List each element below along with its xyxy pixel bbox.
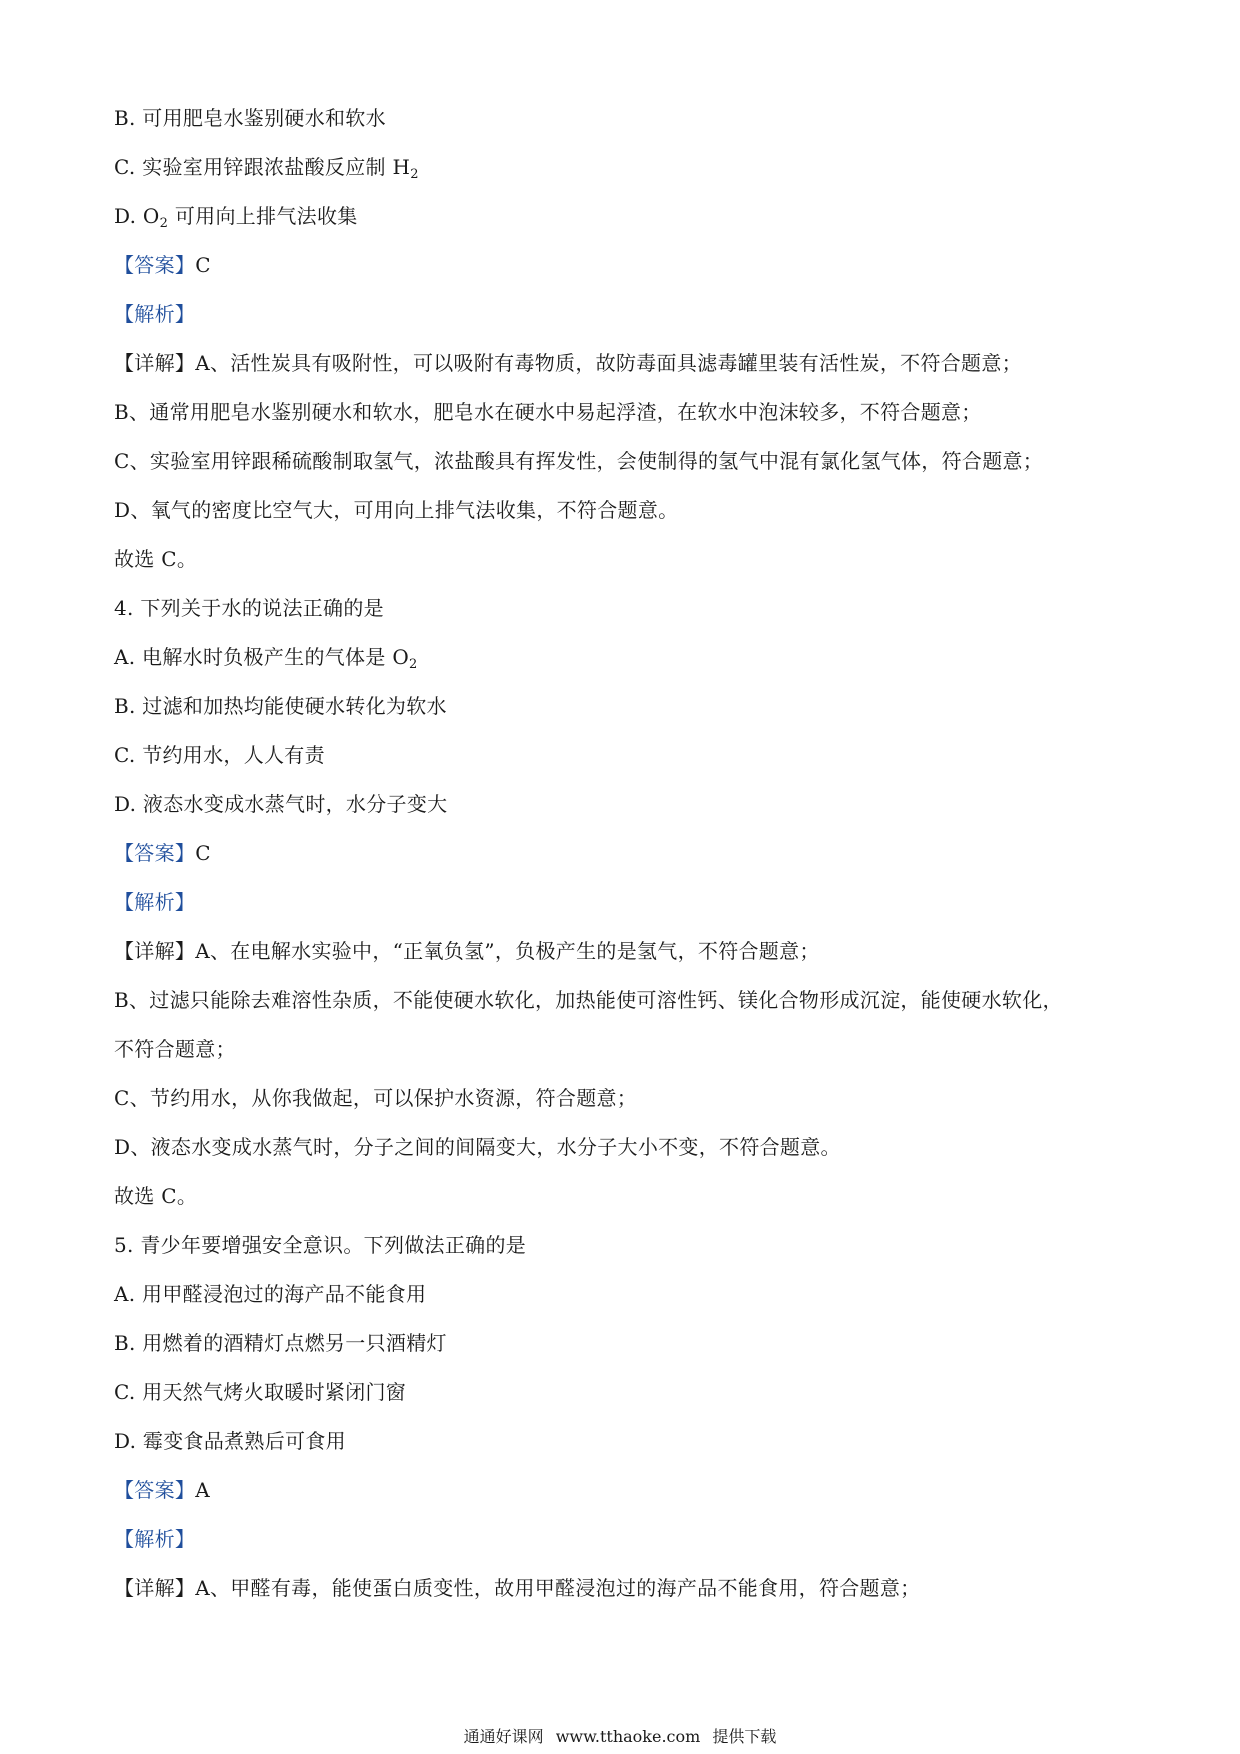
q4-option-a-subscript: 2 — [409, 657, 418, 672]
q4-detail-c: C、节约用水，从你我做起，可以保护水资源，符合题意； — [114, 1086, 638, 1110]
q4-conclusion: 故选 C。 — [114, 1184, 198, 1208]
q4-option-a-text: A. 电解水时负极产生的气体是 O — [114, 645, 410, 669]
q3-detail-a — [114, 349, 1022, 377]
q5-answer — [114, 1476, 210, 1504]
q4-answer — [114, 839, 211, 867]
q3-option-d-suffix: 可用向上排气法收集 — [168, 204, 358, 228]
q3-detail-d: D、氧气的密度比空气大，可用向上排气法收集，不符合题意。 — [114, 498, 679, 522]
q3-detail-b: B、通常用肥皂水鉴别硬水和软水，肥皂水在硬水中易起浮渣，在软水中泡沫较多，不符合题意； — [114, 400, 982, 424]
q3-answer — [114, 251, 211, 279]
q3-option-c-subscript: 2 — [410, 167, 419, 182]
q4-option-d: D. 液态水变成水蒸气时，水分子变大 — [114, 792, 448, 816]
q3-option-d — [114, 202, 358, 238]
q4-detail-b-line1: B、过滤只能除去难溶性杂质，不能使硬水软化，加热能使可溶性钙、镁化合物形成沉淀，能使硬水软化， — [114, 988, 1063, 1012]
q5-answer-tag: 【答案】 — [114, 1478, 196, 1502]
q5-detail-a-text: A、甲醛有毒，能使蛋白质变性，故用甲醛浸泡过的海产品不能食用，符合题意； — [195, 1576, 921, 1600]
q5-detail-tag: 【详解】 — [114, 1576, 196, 1600]
q5-stem: 5. 青少年要增强安全意识。下列做法正确的是 — [114, 1233, 527, 1257]
q5-option-c: C. 用天然气烤火取暖时紧闭门窗 — [114, 1380, 407, 1404]
q4-option-c: C. 节约用水，人人有责 — [114, 743, 325, 767]
q3-answer-tag: 【答案】 — [114, 253, 196, 277]
footer-site-name: 通通好课网 — [463, 1727, 544, 1746]
q3-detail-a-text: A、活性炭具有吸附性，可以吸附有毒物质，故防毒面具滤毒罐里装有活性炭，不符合题意； — [195, 351, 1022, 375]
q5-detail-a — [114, 1574, 920, 1602]
q4-option-b: B. 过滤和加热均能使硬水转化为软水 — [114, 694, 447, 718]
q4-option-a — [114, 643, 418, 679]
q4-answer-value: C — [195, 841, 211, 865]
q3-answer-value: C — [195, 253, 211, 277]
q4-detail-a-text: A、在电解水实验中，“正氧负氢”，负极产生的是氢气，不符合题意； — [195, 939, 820, 963]
page-footer — [0, 1726, 1240, 1748]
q3-detail-c: C、实验室用锌跟稀硫酸制取氢气，浓盐酸具有挥发性，会使制得的氢气中混有氯化氢气体，符合题意； — [114, 449, 1044, 473]
q4-detail-b-line2: 不符合题意； — [114, 1037, 236, 1061]
q3-analysis-tag: 【解析】 — [114, 302, 196, 326]
q3-conclusion: 故选 C。 — [114, 547, 198, 571]
q5-answer-value: A — [195, 1478, 210, 1502]
q5-option-a: A. 用甲醛浸泡过的海产品不能食用 — [114, 1282, 427, 1306]
q4-detail-a — [114, 937, 820, 965]
q5-option-d: D. 霉变食品煮熟后可食用 — [114, 1429, 346, 1453]
q4-analysis-tag: 【解析】 — [114, 890, 196, 914]
q4-detail-tag: 【详解】 — [114, 939, 196, 963]
q4-stem: 4. 下列关于水的说法正确的是 — [114, 596, 384, 620]
q3-option-c-text: C. 实验室用锌跟浓盐酸反应制 H — [114, 155, 411, 179]
q4-answer-tag: 【答案】 — [114, 841, 196, 865]
q5-option-b: B. 用燃着的酒精灯点燃另一只酒精灯 — [114, 1331, 447, 1355]
q3-option-b: B. 可用肥皂水鉴别硬水和软水 — [114, 106, 386, 130]
q3-option-d-subscript: 2 — [159, 216, 169, 231]
q5-analysis-tag: 【解析】 — [114, 1527, 196, 1551]
q4-detail-d: D、液态水变成水蒸气时，分子之间的间隔变大，水分子大小不变，不符合题意。 — [114, 1135, 841, 1159]
q3-detail-tag: 【详解】 — [114, 351, 196, 375]
footer-note: 提供下载 — [712, 1727, 777, 1746]
q3-option-c — [114, 153, 419, 189]
q3-option-d-prefix: D. O — [114, 204, 160, 228]
footer-url[interactable]: www.tthaoke.com — [555, 1727, 701, 1746]
